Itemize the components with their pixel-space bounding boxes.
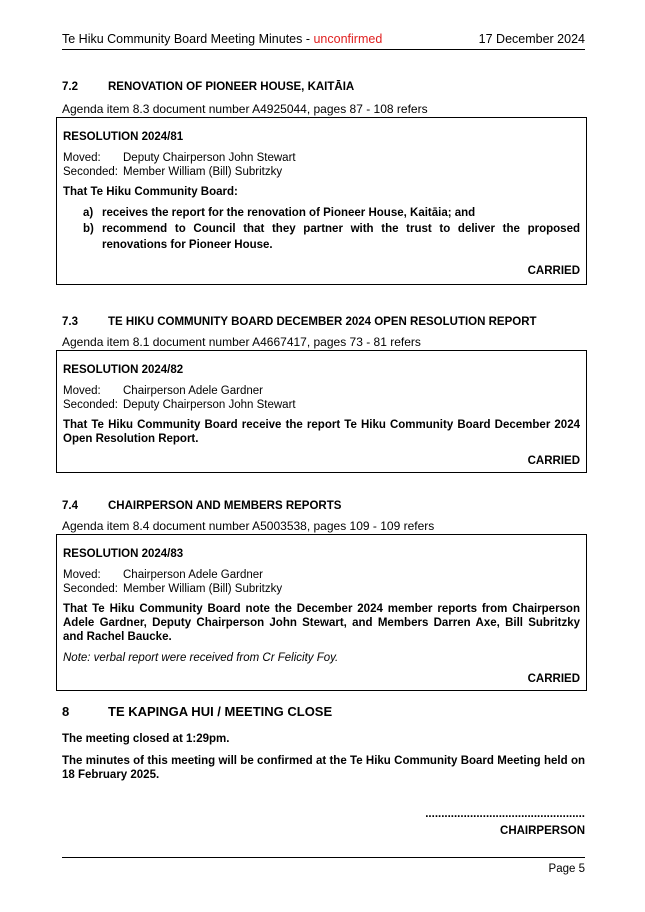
resolution-intro: That Te Hiku Community Board: [63, 186, 238, 198]
resolution-box [56, 117, 587, 285]
seconded-by: Member William (Bill) Subritzky [123, 166, 283, 178]
section-title [62, 316, 585, 328]
page-number: Page 5 [548, 863, 585, 875]
section-title-text: RENOVATION OF PIONEER HOUSE, KAITĀIA [108, 81, 355, 93]
moved-label: Moved: [63, 152, 101, 164]
list-item [83, 205, 580, 221]
resolution-number: RESOLUTION 2024/83 [63, 548, 184, 560]
agenda-ref: Agenda item 8.1 document number A4667417, pages 73 - 81 refers [62, 335, 421, 349]
moved-by: Chairperson Adele Gardner [123, 385, 263, 397]
seconded-label: Seconded: [63, 166, 118, 178]
header-status: unconfirmed [313, 32, 383, 46]
moved-by: Chairperson Adele Gardner [123, 569, 263, 581]
moved-by: Deputy Chairperson John Stewart [123, 152, 296, 164]
item-letter: a) [83, 207, 94, 219]
agenda-ref: Agenda item 8.4 document number A5003538, pages 109 - 109 refers [62, 519, 435, 533]
agenda-ref: Agenda item 8.3 document number A4925044, pages 87 - 108 refers [62, 102, 428, 116]
seconded-by: Member William (Bill) Subritzky [123, 583, 283, 595]
list-item [83, 221, 580, 253]
resolution-number: RESOLUTION 2024/81 [63, 131, 184, 143]
section-number: 7.2 [62, 81, 78, 93]
section-number: 7.3 [62, 316, 78, 328]
resolution-number: RESOLUTION 2024/82 [63, 364, 184, 376]
section-title [62, 704, 585, 719]
resolution-box [56, 350, 587, 473]
header-title: Te Hiku Community Board Meeting Minutes - [62, 32, 314, 46]
resolution-statement: That Te Hiku Community Board note the December 2024 member reports from Chairperson Adele Gardner, Deputy Chairperson John Stewart, and Members Darren Axe, Bill Subritzky and Rachel Baucke. [63, 603, 580, 643]
page-header [62, 32, 585, 50]
section-title [62, 81, 585, 93]
meeting-closed-time: The meeting closed at 1:29pm. [62, 733, 230, 745]
seconded-label: Seconded: [63, 399, 118, 411]
moved-label: Moved: [63, 385, 101, 397]
page-footer [62, 857, 585, 875]
movers [63, 384, 580, 412]
section-7-2 [62, 81, 585, 285]
carried-label: CARRIED [527, 673, 580, 685]
confirmation-note: The minutes of this meeting will be confirmed at the Te Hiku Community Board Meeting held on 18 February 2025. [62, 755, 585, 781]
carried-label: CARRIED [527, 455, 580, 467]
section-title-text: TE KAPINGA HUI / MEETING CLOSE [108, 704, 333, 719]
section-7-4 [62, 500, 585, 691]
section-7-3 [62, 316, 585, 473]
item-text: receives the report for the renovation of Pioneer House, Kaitāia; and [102, 207, 476, 219]
section-number: 7.4 [62, 500, 78, 512]
section-8 [62, 704, 585, 782]
section-title-text: CHAIRPERSON AND MEMBERS REPORTS [108, 500, 342, 512]
resolution-statement: That Te Hiku Community Board receive the report Te Hiku Community Board December 2024 Open Resolution Report. [63, 419, 580, 445]
section-title-text: TE HIKU COMMUNITY BOARD DECEMBER 2024 OPEN RESOLUTION REPORT [108, 316, 537, 328]
header-date: 17 December 2024 [478, 32, 585, 46]
carried-label: CARRIED [527, 265, 580, 277]
resolution-box [56, 534, 587, 691]
movers [63, 151, 580, 179]
section-title [62, 500, 585, 512]
seconded-label: Seconded: [63, 583, 118, 595]
item-letter: b) [83, 223, 94, 235]
seconded-by: Deputy Chairperson John Stewart [123, 399, 296, 411]
item-text: recommend to Council that they partner with the trust to deliver the proposed renovations for Pioneer House. [102, 223, 580, 251]
moved-label: Moved: [63, 569, 101, 581]
signature-role: CHAIRPERSON [500, 825, 585, 837]
resolution-note: Note: verbal report were received from Cr Felicity Foy. [63, 652, 339, 664]
resolution-items [63, 205, 580, 253]
movers [63, 568, 580, 596]
signature-line: .................................................. [425, 808, 585, 820]
section-number: 8 [62, 704, 70, 719]
